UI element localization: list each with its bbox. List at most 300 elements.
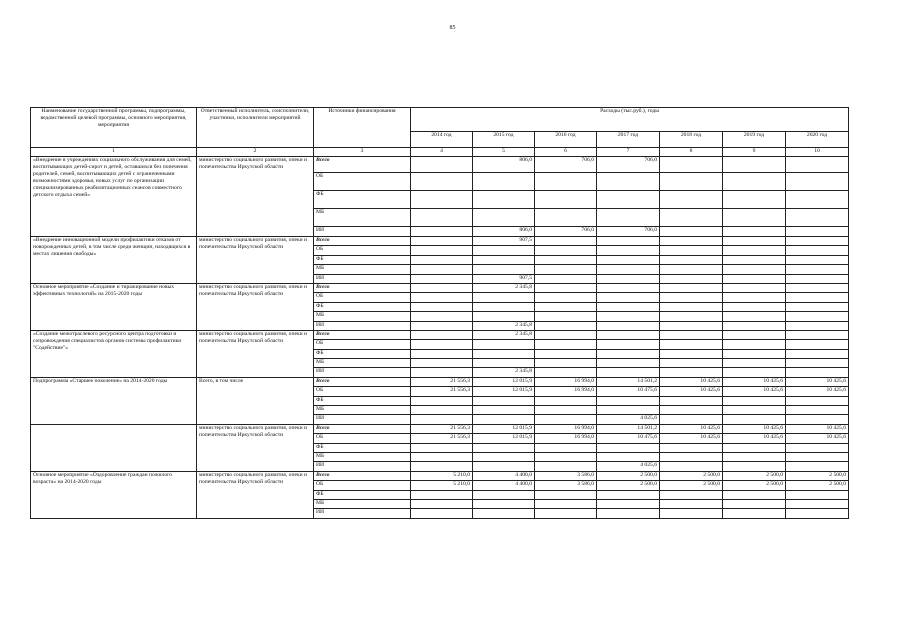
funding-source: ИИ bbox=[314, 227, 411, 237]
funding-source: ИИ bbox=[314, 321, 411, 330]
table-row bbox=[31, 237, 849, 246]
table-row bbox=[31, 471, 849, 480]
column-number: 4 bbox=[411, 148, 473, 157]
funding-source: ИИ bbox=[314, 509, 411, 518]
header-year: 2019 год bbox=[723, 132, 786, 148]
expense-value bbox=[660, 293, 723, 302]
expense-value bbox=[473, 293, 535, 302]
measure-name: Основное мероприятие «Оздоровление граждан пожилого возраста» на 2014-2020 годы bbox=[31, 471, 197, 518]
expense-value bbox=[535, 265, 597, 274]
expense-value bbox=[473, 462, 535, 471]
expense-value bbox=[597, 293, 660, 302]
expense-value bbox=[535, 321, 597, 330]
expense-value bbox=[786, 462, 849, 471]
measure-name: «Внедрение инновационной модели профилактики отказов от новорожденных детей, в том числе среди женщин, находящихся в местах лишения свободы» bbox=[31, 237, 197, 284]
funding-source: ОБ bbox=[314, 173, 411, 191]
funding-source: ОБ bbox=[314, 340, 411, 349]
expense-value bbox=[473, 490, 535, 499]
expense-value bbox=[660, 452, 723, 461]
expense-value: 21 556,3 bbox=[411, 377, 473, 386]
funding-source: МБ bbox=[314, 406, 411, 415]
expense-value: 2 500,0 bbox=[660, 481, 723, 490]
expense-value: 2 500,0 bbox=[723, 481, 786, 490]
funding-source: МБ bbox=[314, 209, 411, 227]
expense-value: 907,5 bbox=[473, 237, 535, 246]
header-expenses: Расходы (тыс.руб.), годы bbox=[411, 108, 849, 132]
page-number: 85 bbox=[449, 25, 456, 31]
expense-value bbox=[473, 173, 535, 191]
expense-value bbox=[597, 191, 660, 209]
expense-value bbox=[597, 274, 660, 283]
funding-source: Всего bbox=[314, 283, 411, 292]
expense-value bbox=[411, 274, 473, 283]
expense-value: 21 556,3 bbox=[411, 387, 473, 396]
expense-value: 2 500,0 bbox=[597, 471, 660, 480]
expense-value bbox=[411, 302, 473, 311]
expense-value bbox=[723, 246, 786, 255]
expense-value: 14 501,2 bbox=[597, 377, 660, 386]
column-number: 5 bbox=[473, 148, 535, 157]
expense-value bbox=[660, 509, 723, 518]
expense-value bbox=[473, 359, 535, 368]
expense-value bbox=[723, 227, 786, 237]
executor: министерство социального развития, опеки и попечительства Иркутской области bbox=[197, 471, 314, 518]
expense-value bbox=[473, 349, 535, 358]
expense-value bbox=[660, 312, 723, 321]
measure-name: Подпрограмма «Старшее поколение» на 2014-2020 годы bbox=[31, 377, 197, 424]
header-year: 2015 год bbox=[473, 132, 535, 148]
column-number: 6 bbox=[535, 148, 597, 157]
expense-value bbox=[786, 283, 849, 292]
measure-name: «Создание межотраслевого ресурсного центра подготовки и сопровождения специалистов органов системы профилактики "Содействие"» bbox=[31, 330, 197, 377]
expense-value bbox=[660, 330, 723, 339]
expense-value bbox=[723, 359, 786, 368]
expense-value bbox=[597, 406, 660, 415]
expense-value bbox=[786, 265, 849, 274]
funding-source: ОБ bbox=[314, 481, 411, 490]
funding-source: МБ bbox=[314, 499, 411, 508]
funding-source: ФБ bbox=[314, 490, 411, 499]
expense-value bbox=[660, 499, 723, 508]
expense-value bbox=[411, 340, 473, 349]
expense-value bbox=[597, 330, 660, 339]
expense-value bbox=[723, 340, 786, 349]
expense-value bbox=[723, 368, 786, 377]
expense-value bbox=[723, 173, 786, 191]
expense-value bbox=[411, 321, 473, 330]
expense-value bbox=[535, 368, 597, 377]
expense-value bbox=[660, 490, 723, 499]
expense-value bbox=[597, 509, 660, 518]
expense-value bbox=[535, 283, 597, 292]
expense-value bbox=[723, 293, 786, 302]
expense-value bbox=[411, 396, 473, 405]
expense-value bbox=[473, 415, 535, 424]
expense-value: 3 586,0 bbox=[535, 471, 597, 480]
funding-source: ИИ bbox=[314, 415, 411, 424]
funding-source: МБ bbox=[314, 452, 411, 461]
expense-value bbox=[411, 265, 473, 274]
header-name: Наименование государственной программы, подпрограммы, ведомственной целевой программы, основного мероприятия, мероприятия bbox=[31, 108, 197, 148]
column-number: 10 bbox=[786, 148, 849, 157]
expense-value bbox=[597, 443, 660, 452]
expense-value bbox=[411, 312, 473, 321]
executor: министерство социального развития, опеки и попечительства Иркутской области bbox=[197, 424, 314, 471]
expense-value bbox=[660, 406, 723, 415]
expense-value bbox=[535, 452, 597, 461]
expense-value: 3 586,0 bbox=[535, 481, 597, 490]
expense-value bbox=[473, 499, 535, 508]
expense-value: 907,5 bbox=[473, 274, 535, 283]
expense-value bbox=[660, 265, 723, 274]
funding-source: Всего bbox=[314, 424, 411, 433]
expense-value bbox=[786, 302, 849, 311]
expense-value bbox=[723, 209, 786, 227]
expense-value bbox=[660, 246, 723, 255]
funding-source: ОБ bbox=[314, 434, 411, 443]
expense-value: 12 015,9 bbox=[473, 434, 535, 443]
expense-value: 806,0 bbox=[473, 227, 535, 237]
expense-value bbox=[411, 173, 473, 191]
expense-value bbox=[786, 227, 849, 237]
expense-value bbox=[535, 499, 597, 508]
expense-value: 2 500,0 bbox=[786, 481, 849, 490]
expense-value bbox=[786, 340, 849, 349]
expense-value bbox=[723, 349, 786, 358]
funding-source: МБ bbox=[314, 265, 411, 274]
funding-source: ИИ bbox=[314, 462, 411, 471]
expense-value: 21 556,3 bbox=[411, 434, 473, 443]
expense-value: 706,0 bbox=[535, 227, 597, 237]
expense-value: 12 015,9 bbox=[473, 424, 535, 433]
expense-value bbox=[597, 302, 660, 311]
expense-value bbox=[786, 157, 849, 173]
measure-name bbox=[31, 424, 197, 471]
expense-value bbox=[473, 191, 535, 209]
expense-value bbox=[786, 443, 849, 452]
expense-value bbox=[660, 359, 723, 368]
expense-value: 4 025,6 bbox=[597, 415, 660, 424]
expense-value: 806,0 bbox=[473, 157, 535, 173]
expense-value: 16 994,0 bbox=[535, 434, 597, 443]
expense-value: 10 475,6 bbox=[597, 434, 660, 443]
executor: Всего, в том числе bbox=[197, 377, 314, 424]
expense-value bbox=[786, 209, 849, 227]
expense-value bbox=[473, 396, 535, 405]
expense-value bbox=[723, 406, 786, 415]
expense-value bbox=[723, 499, 786, 508]
expense-value: 10 425,6 bbox=[723, 377, 786, 386]
expense-value bbox=[660, 321, 723, 330]
expense-value bbox=[786, 246, 849, 255]
expense-value bbox=[723, 302, 786, 311]
expense-value bbox=[723, 443, 786, 452]
expense-value: 2 345,8 bbox=[473, 330, 535, 339]
expense-value: 5 210,0 bbox=[411, 471, 473, 480]
expense-value: 10 425,6 bbox=[786, 387, 849, 396]
expense-value bbox=[411, 462, 473, 471]
expense-value bbox=[786, 312, 849, 321]
expense-value bbox=[723, 415, 786, 424]
expense-value: 16 994,0 bbox=[535, 387, 597, 396]
expense-value: 2 500,0 bbox=[723, 471, 786, 480]
expense-value bbox=[535, 330, 597, 339]
table-row bbox=[31, 157, 849, 173]
expense-value bbox=[597, 237, 660, 246]
expense-value: 2 345,8 bbox=[473, 283, 535, 292]
expense-value bbox=[411, 330, 473, 339]
header-year: 2020 год bbox=[786, 132, 849, 148]
expense-value bbox=[723, 490, 786, 499]
measure-name: «Внедрение в учреждениях социального обслуживания для семей, воспитывающих детей-сирот и детей, оставшихся без попечения родителей, семей, воспитывающих детей с ограниченными возможностями здоровья, новых услуг по организации специализированных реабилитационных сеансов совместного детского отдыха семей» bbox=[31, 157, 197, 237]
expense-value: 2 345,8 bbox=[473, 368, 535, 377]
expense-value bbox=[411, 209, 473, 227]
expense-value bbox=[660, 274, 723, 283]
executor: министерство социального развития, опеки и попечительства Иркутской области bbox=[197, 283, 314, 330]
expense-value bbox=[411, 368, 473, 377]
expense-value: 10 425,6 bbox=[786, 377, 849, 386]
funding-source: ФБ bbox=[314, 191, 411, 209]
expense-value bbox=[786, 490, 849, 499]
expense-value bbox=[723, 462, 786, 471]
expense-value: 16 994,0 bbox=[535, 424, 597, 433]
expense-value bbox=[535, 509, 597, 518]
expense-value: 10 425,6 bbox=[723, 434, 786, 443]
expense-value bbox=[597, 283, 660, 292]
expense-value bbox=[597, 312, 660, 321]
expense-value bbox=[597, 340, 660, 349]
expense-value bbox=[660, 340, 723, 349]
expense-value bbox=[786, 406, 849, 415]
funding-source: ФБ bbox=[314, 396, 411, 405]
expense-value bbox=[786, 415, 849, 424]
expense-value bbox=[660, 302, 723, 311]
expense-value bbox=[723, 191, 786, 209]
expense-value bbox=[786, 321, 849, 330]
expense-value bbox=[411, 255, 473, 264]
expense-value bbox=[597, 255, 660, 264]
expense-value bbox=[660, 191, 723, 209]
expense-value bbox=[473, 406, 535, 415]
expense-value bbox=[535, 312, 597, 321]
expense-value: 5 210,0 bbox=[411, 481, 473, 490]
expense-value bbox=[535, 237, 597, 246]
expense-value: 706,0 bbox=[597, 157, 660, 173]
expense-value: 2 500,0 bbox=[660, 471, 723, 480]
table-row bbox=[31, 424, 849, 433]
funding-source: ОБ bbox=[314, 246, 411, 255]
expense-value bbox=[535, 396, 597, 405]
expense-value bbox=[723, 509, 786, 518]
funding-source: ФБ bbox=[314, 255, 411, 264]
expense-value bbox=[535, 293, 597, 302]
expense-value bbox=[411, 246, 473, 255]
expense-value: 10 425,6 bbox=[660, 387, 723, 396]
funding-source: Всего bbox=[314, 157, 411, 173]
expense-value: 10 425,6 bbox=[723, 424, 786, 433]
expense-value bbox=[411, 227, 473, 237]
expense-value bbox=[535, 274, 597, 283]
executor: министерство социального развития, опеки и попечительства Иркутской области bbox=[197, 157, 314, 237]
header-year: 2018 год bbox=[660, 132, 723, 148]
expense-value bbox=[597, 452, 660, 461]
expense-value bbox=[723, 321, 786, 330]
funding-source: Всего bbox=[314, 471, 411, 480]
expense-value bbox=[473, 452, 535, 461]
expense-value bbox=[723, 237, 786, 246]
column-number: 8 bbox=[660, 148, 723, 157]
expense-value bbox=[411, 443, 473, 452]
expense-value: 10 425,6 bbox=[660, 377, 723, 386]
expense-value bbox=[535, 302, 597, 311]
expense-value bbox=[786, 499, 849, 508]
header-year: 2016 год bbox=[535, 132, 597, 148]
expense-value: 2 345,8 bbox=[473, 321, 535, 330]
expense-value bbox=[535, 191, 597, 209]
column-number: 2 bbox=[197, 148, 314, 157]
expense-value bbox=[473, 340, 535, 349]
expense-value bbox=[597, 246, 660, 255]
expense-value bbox=[411, 509, 473, 518]
funding-source: ИИ bbox=[314, 274, 411, 283]
expense-value bbox=[411, 157, 473, 173]
expense-value bbox=[786, 191, 849, 209]
expense-value bbox=[473, 255, 535, 264]
expense-value bbox=[597, 499, 660, 508]
expense-value: 10 425,6 bbox=[723, 387, 786, 396]
expense-value: 12 015,9 bbox=[473, 387, 535, 396]
expense-value bbox=[723, 452, 786, 461]
expense-value bbox=[473, 302, 535, 311]
expense-value: 706,0 bbox=[597, 227, 660, 237]
funding-source: ОБ bbox=[314, 387, 411, 396]
expense-value bbox=[660, 227, 723, 237]
expense-value: 14 501,2 bbox=[597, 424, 660, 433]
expense-value bbox=[411, 283, 473, 292]
expense-value bbox=[473, 443, 535, 452]
column-number: 9 bbox=[723, 148, 786, 157]
expense-value bbox=[411, 490, 473, 499]
expense-value bbox=[535, 349, 597, 358]
expense-value bbox=[723, 312, 786, 321]
expense-value bbox=[411, 452, 473, 461]
expense-value bbox=[786, 452, 849, 461]
funding-source: ОБ bbox=[314, 293, 411, 302]
expense-value bbox=[660, 283, 723, 292]
expenditure-table bbox=[30, 107, 849, 519]
funding-source: МБ bbox=[314, 359, 411, 368]
expense-value bbox=[786, 237, 849, 246]
funding-source: Всего bbox=[314, 377, 411, 386]
expense-value bbox=[473, 246, 535, 255]
expense-value bbox=[660, 368, 723, 377]
expense-value bbox=[723, 283, 786, 292]
expense-value bbox=[411, 191, 473, 209]
expense-value bbox=[411, 293, 473, 302]
expense-value bbox=[786, 255, 849, 264]
expense-value bbox=[535, 490, 597, 499]
table-row bbox=[31, 283, 849, 292]
expense-value bbox=[411, 415, 473, 424]
expense-value bbox=[535, 255, 597, 264]
expense-value bbox=[597, 368, 660, 377]
column-number: 1 bbox=[31, 148, 197, 157]
expense-value bbox=[535, 173, 597, 191]
expense-value bbox=[786, 396, 849, 405]
expense-value bbox=[535, 415, 597, 424]
expense-value: 10 425,6 bbox=[660, 434, 723, 443]
header-year: 2014 год bbox=[411, 132, 473, 148]
expense-value bbox=[660, 443, 723, 452]
funding-source: ИИ bbox=[314, 368, 411, 377]
expense-value bbox=[786, 368, 849, 377]
expense-value bbox=[597, 490, 660, 499]
expense-value bbox=[411, 499, 473, 508]
expense-value bbox=[411, 237, 473, 246]
expense-value bbox=[723, 274, 786, 283]
expense-value bbox=[786, 173, 849, 191]
header-executor: Ответственный исполнитель, соисполнители, участники, исполнители мероприятий bbox=[197, 108, 314, 148]
expense-value bbox=[535, 209, 597, 227]
expense-value bbox=[723, 157, 786, 173]
expense-value bbox=[597, 349, 660, 358]
expense-value: 12 015,9 bbox=[473, 377, 535, 386]
expense-value bbox=[786, 349, 849, 358]
expense-value bbox=[535, 340, 597, 349]
expense-value bbox=[786, 509, 849, 518]
table-body bbox=[31, 157, 849, 519]
funding-source: Всего bbox=[314, 237, 411, 246]
header-source: Источники финансирования bbox=[314, 108, 411, 148]
expense-value bbox=[597, 209, 660, 227]
funding-source: МБ bbox=[314, 312, 411, 321]
expense-value bbox=[786, 330, 849, 339]
measure-name: Основное мероприятие «Создание и тиражирование новых эффективных технологий» на 2015-2020 годы bbox=[31, 283, 197, 330]
expense-value bbox=[660, 462, 723, 471]
expense-value bbox=[535, 359, 597, 368]
expense-value bbox=[411, 359, 473, 368]
expense-value: 4 400,0 bbox=[473, 481, 535, 490]
expense-value bbox=[660, 255, 723, 264]
expense-value: 2 500,0 bbox=[786, 471, 849, 480]
expense-value: 10 475,6 bbox=[597, 387, 660, 396]
expense-value bbox=[535, 246, 597, 255]
expense-value bbox=[786, 293, 849, 302]
expense-value: 4 400,0 bbox=[473, 471, 535, 480]
expense-value bbox=[535, 406, 597, 415]
executor: министерство социального развития, опеки и попечительства Иркутской области bbox=[197, 237, 314, 284]
header-year: 2017 год bbox=[597, 132, 660, 148]
column-number: 3 bbox=[314, 148, 411, 157]
expense-value bbox=[723, 396, 786, 405]
expense-value bbox=[723, 255, 786, 264]
expense-value: 10 425,6 bbox=[786, 424, 849, 433]
expense-value bbox=[535, 443, 597, 452]
column-number: 7 bbox=[597, 148, 660, 157]
expense-value bbox=[660, 415, 723, 424]
expense-value: 10 425,6 bbox=[786, 434, 849, 443]
expense-value bbox=[597, 359, 660, 368]
expense-value: 21 556,3 bbox=[411, 424, 473, 433]
expense-value: 2 500,0 bbox=[597, 481, 660, 490]
expense-value bbox=[660, 396, 723, 405]
table-row bbox=[31, 377, 849, 386]
table-row bbox=[31, 330, 849, 339]
expense-value bbox=[597, 396, 660, 405]
expense-value bbox=[411, 406, 473, 415]
expense-value bbox=[597, 265, 660, 274]
funding-source: Всего bbox=[314, 330, 411, 339]
